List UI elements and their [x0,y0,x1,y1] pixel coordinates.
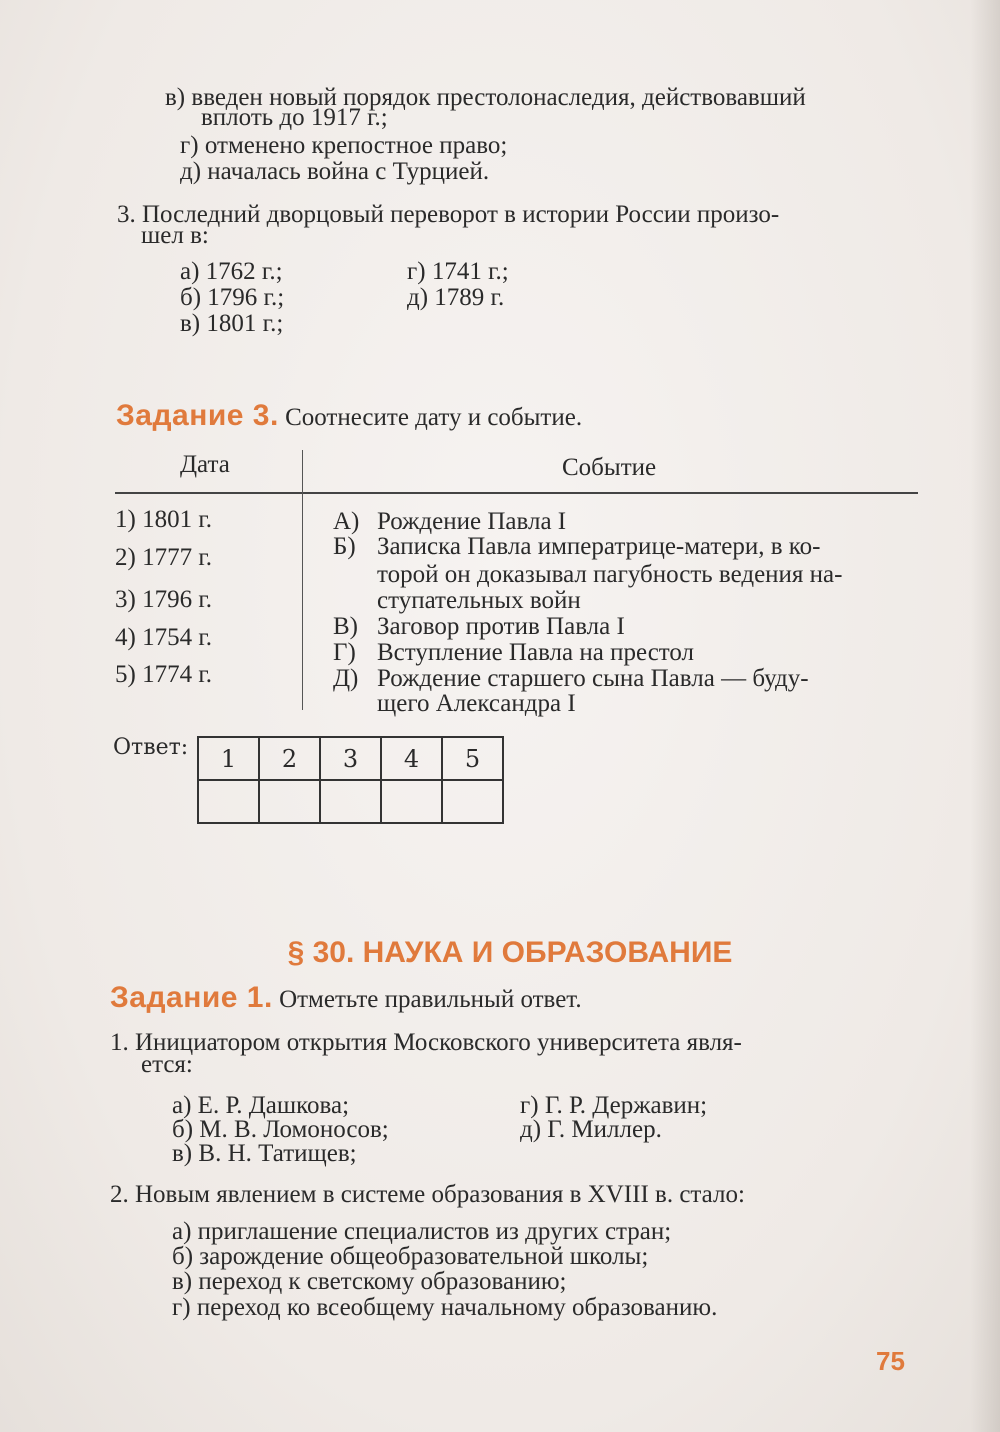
option-label: в) [180,310,201,337]
option-label: г) [407,258,426,285]
event-label: А) [333,508,360,535]
answer-input-cell[interactable] [198,780,259,823]
option-v-line2: вплоть до 1917 г.; [201,104,388,131]
answer-header-cell: 4 [381,737,442,780]
q3-option-a [180,258,283,286]
option-text: переход к светскому образованию; [198,1268,567,1295]
q3-option-g [407,258,509,286]
option-text: 1796 г.; [207,284,285,311]
q2-option-g [172,1294,717,1322]
event-b-text-3: ступательных войн [377,587,581,614]
question-3-line2: шел в: [141,222,209,249]
date-row: 3) 1796 г. [115,586,213,613]
date-row: 4) 1754 г. [115,624,213,651]
task-title: Задание 1. [110,981,273,1014]
option-text: приглашение специалистов из других стран; [197,1218,672,1245]
table-header-event: Событие [562,454,657,481]
option-text: отменено крепостное право; [204,132,508,159]
question-number: 3. [117,201,136,228]
event-g: Г) [333,639,356,666]
option-label: г) [172,1294,191,1321]
task-title: Задание 3. [116,399,279,432]
option-text: зарождение общеобразовательной школы; [199,1243,649,1270]
option-text: Г. Р. Державин; [544,1092,708,1119]
task-instruction: Отметьте правильный ответ. [279,986,582,1013]
question-text: Инициатором открытия Московского университета явля- [135,1029,742,1056]
event-g-text: Вступление Павла на престол [377,639,695,666]
question-3 [117,201,779,229]
option-text: Е. Р. Дашкова; [197,1092,350,1119]
option-label: г) [520,1092,539,1119]
answer-input-cell[interactable] [320,780,381,823]
q2-option-b [172,1243,648,1271]
option-d [180,158,489,186]
answer-input-cell[interactable] [381,780,442,823]
answer-header-cell: 5 [442,737,503,780]
date-row: 5) 1774 г. [115,661,213,688]
event-a-text: Рождение Павла I [377,508,567,535]
question-1-line2: ется: [141,1051,193,1078]
question-number: 1. [110,1029,129,1056]
q1-option-v [172,1140,357,1168]
event-d-text-1: Рождение старшего сына Павла — буду- [377,665,809,692]
question-text: Новым явлением в системе образования в XVIII в. стало: [135,1181,745,1208]
answer-header-cell: 1 [198,737,259,780]
date-row: 1) 1801 г. [115,506,213,533]
option-text: 1801 г.; [206,310,284,337]
answer-input-cell[interactable] [442,780,503,823]
event-d: Д) [333,665,359,692]
table-header-date: Дата [180,451,230,478]
option-label: д) [520,1116,542,1143]
event-b-text-2: торой он доказывал пагубность ведения на- [377,561,843,588]
event-b: Б) [333,533,356,560]
option-label: а) [172,1092,192,1119]
q2-option-v [172,1268,566,1296]
answer-header-cell: 3 [320,737,381,780]
option-text: введен новый порядок престолонаследия, действовавший [191,84,806,111]
question-1 [110,1029,742,1057]
option-label: б) [172,1116,194,1143]
option-text: 1741 г.; [431,258,509,285]
page-number: 75 [876,1346,905,1376]
answer-header-cell: 2 [259,737,320,780]
event-a [333,508,359,536]
q2-option-a [172,1218,671,1246]
question-2 [110,1181,745,1209]
option-label: в) [165,84,186,111]
answer-grid [197,736,504,824]
table-header-divider [115,492,918,494]
event-b-text-1: Записка Павла императрице-матери, в ко- [377,533,821,560]
option-label: в) [172,1268,193,1295]
option-text: переход ко всеобщему начальному образованию. [196,1294,718,1321]
event-v-text: Заговор против Павла I [377,613,625,640]
option-text: Г. Миллер. [547,1116,662,1143]
option-text: В. Н. Татищев; [198,1140,357,1167]
option-text: началась война с Турцией. [207,158,490,185]
task-3-heading [116,399,583,432]
option-label: а) [180,258,200,285]
answer-label: Ответ: [113,735,189,760]
page-edge-shadow [970,0,1000,1432]
option-text: 1762 г.; [205,258,283,285]
option-text: М. В. Ломоносов; [199,1116,389,1143]
option-text: 1789 г. [434,284,505,311]
option-label: а) [172,1218,192,1245]
section-title: § 30. НАУКА И ОБРАЗОВАНИЕ [287,936,733,969]
q3-option-d [407,284,504,312]
event-v: В) [333,613,358,640]
event-d-text-2: щего Александра I [377,690,576,717]
answer-input-cell[interactable] [259,780,320,823]
option-label: г) [180,132,199,159]
table-column-divider [302,450,303,710]
option-label: д) [180,158,202,185]
question-text: Последний дворцовый переворот в истории России произо- [142,201,780,228]
q1-option-d [520,1116,662,1144]
task-1-heading [110,981,582,1014]
task-instruction: Соотнесите дату и событие. [285,404,583,431]
option-label: д) [407,284,429,311]
option-label: б) [172,1243,194,1270]
q3-option-b [180,284,284,312]
question-number: 2. [110,1181,129,1208]
option-label: в) [172,1140,193,1167]
option-label: б) [180,284,202,311]
date-row: 2) 1777 г. [115,544,213,571]
option-g [180,132,507,160]
q3-option-v [180,310,283,338]
